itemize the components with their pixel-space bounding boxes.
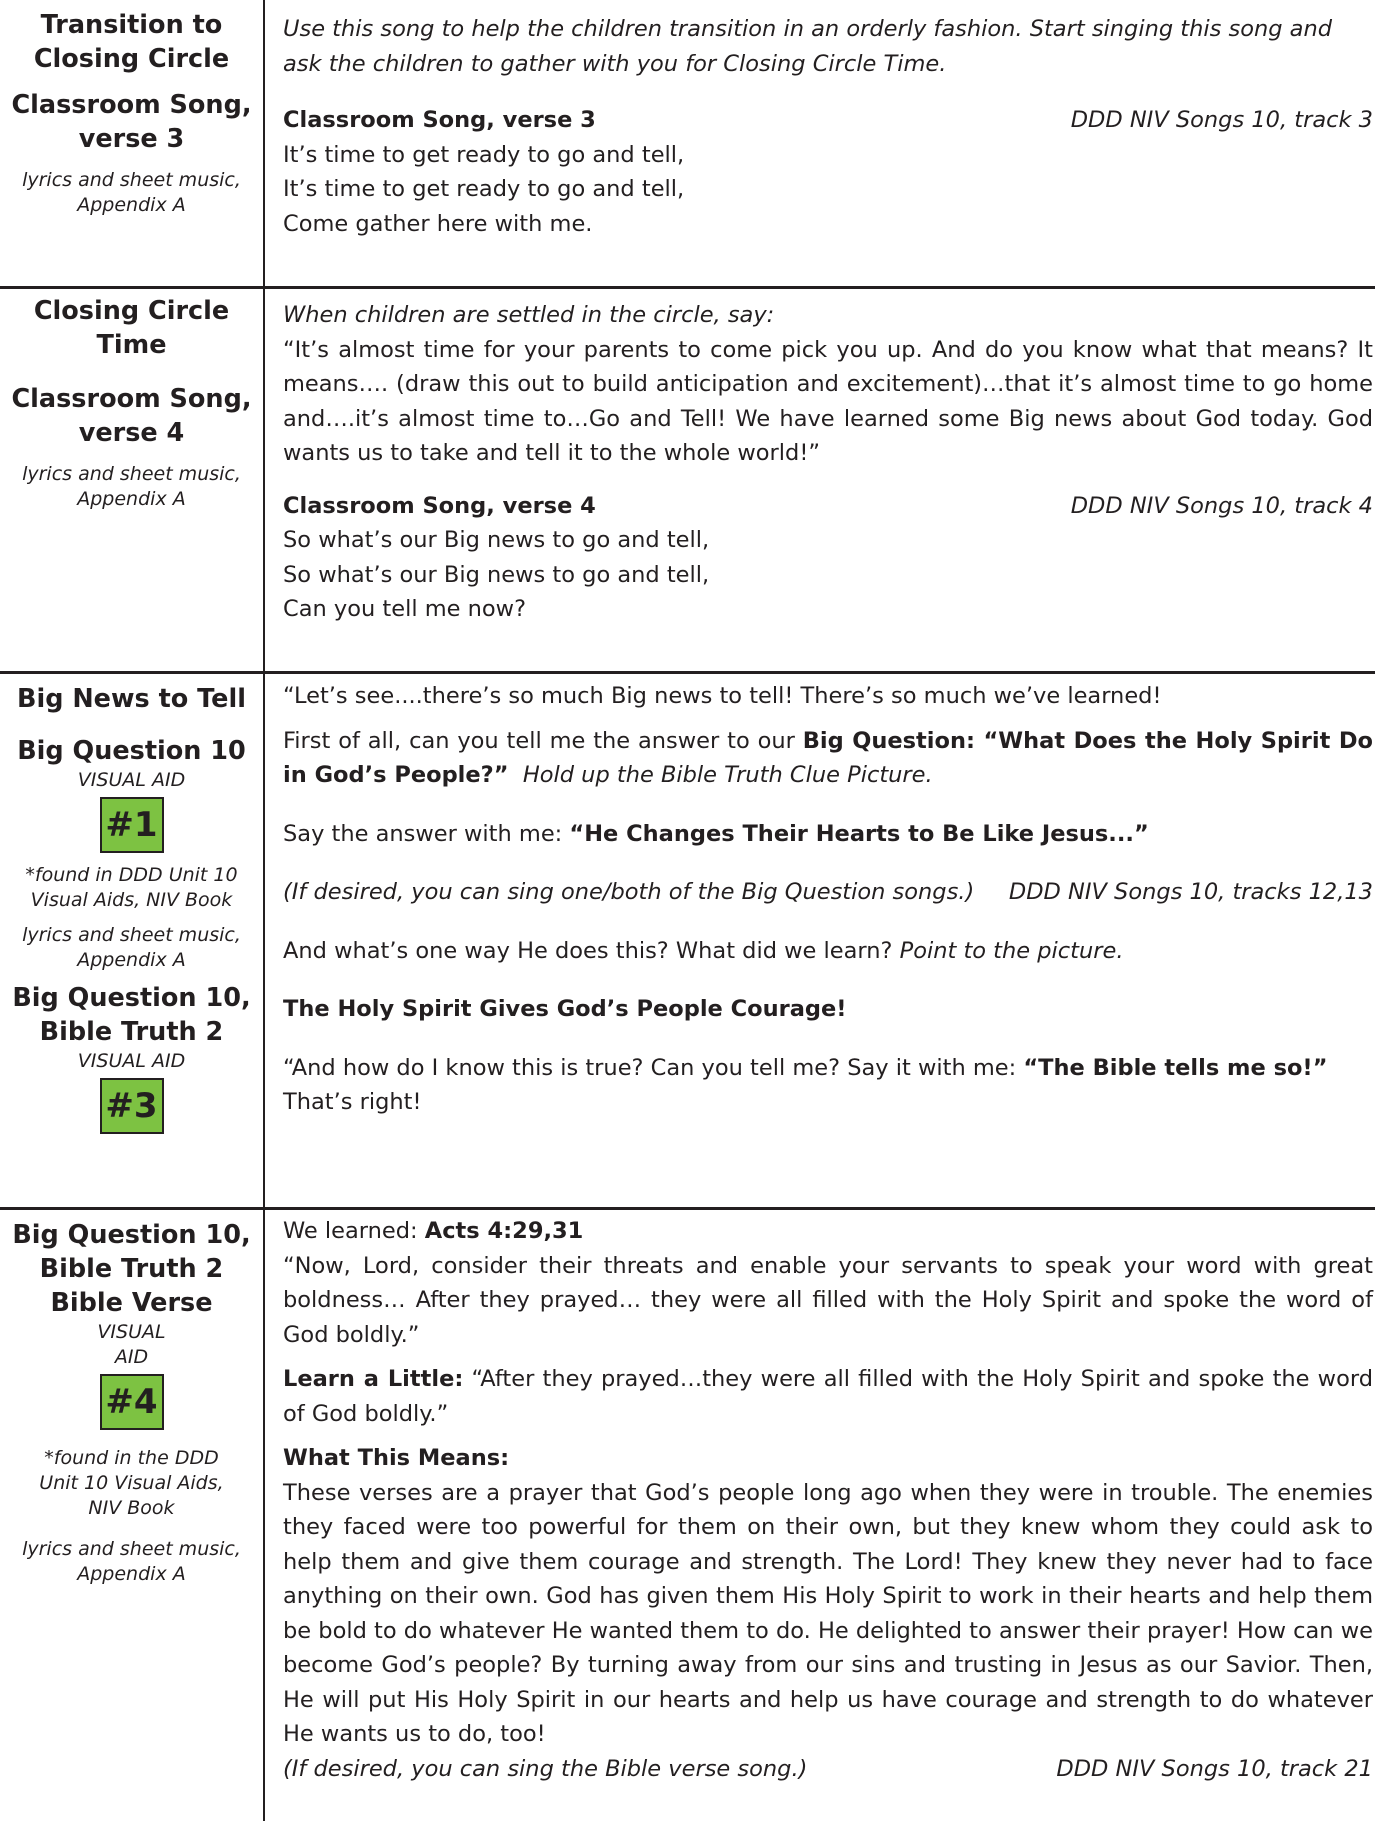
song-track: DDD NIV Songs 10, track 21: [1056, 1755, 1373, 1782]
song-track: DDD NIV Songs 10, track 3: [1070, 107, 1373, 133]
left-found-note: *found in DDD Unit 10 Visual Aids, NIV Book: [25, 864, 238, 911]
section-transition-right: [283, 12, 1373, 241]
lyric-line: So what’s our Big news to go and tell,: [283, 527, 710, 553]
left-note: lyrics and sheet music, Appendix A: [22, 1538, 241, 1585]
section-verse-left: [0, 1218, 263, 1587]
visual-aid-label: VISUAL AID: [97, 1321, 166, 1368]
section-closing-left: [0, 294, 263, 512]
song-header: [283, 489, 1373, 524]
text: First of all, can you tell me the answer to our: [283, 727, 803, 754]
song-header: [283, 103, 1373, 138]
paragraph: “Let’s see....there’s so much Big news to tell! There’s so much we’ve learned!: [283, 683, 1162, 709]
visual-aid-badge: #3: [100, 1078, 164, 1134]
instruction: Hold up the Bible Truth Clue Picture.: [522, 762, 933, 788]
verse-reference: Acts 4:29,31: [424, 1218, 584, 1244]
column-divider: [263, 0, 265, 1821]
song-title: Classroom Song, verse 3: [283, 107, 596, 133]
section-bignews-right: [283, 675, 1373, 1120]
left-bible-truth: Big Question 10, Bible Truth 2: [12, 983, 251, 1047]
left-found-note: *found in the DDD Unit 10 Visual Aids, NIV Book: [39, 1447, 224, 1519]
left-song: Classroom Song, verse 3: [11, 90, 252, 154]
paragraph: [283, 1051, 1373, 1120]
lyric-line: So what’s our Big news to go and tell,: [283, 561, 710, 588]
left-heading: Big News to Tell: [17, 684, 246, 714]
left-heading: Closing Circle Time: [33, 296, 230, 360]
verse-text: “Now, Lord, consider their threats and enable your servants to speak your word with great boldness… After they prayed… they were all filled with the Holy Spirit and spoke the word of God boldly.”: [283, 1252, 1373, 1348]
cue: When children are settled in the circle, say:: [283, 302, 775, 328]
left-heading: Big Question 10, Bible Truth 2 Bible Verse: [12, 1220, 251, 1318]
visual-aid-label: VISUAL AID: [77, 769, 186, 791]
song-note: (If desired, you can sing the Bible verse song.): [283, 1755, 808, 1782]
left-heading: Transition to Closing Circle: [33, 10, 230, 74]
text: That’s right!: [283, 1089, 422, 1115]
text: “And how do I know this is true? Can you tell me? Say it with me:: [283, 1054, 1024, 1081]
visual-aid-label: VISUAL AID: [77, 1050, 186, 1072]
label: Learn a Little:: [283, 1366, 464, 1392]
lyric-line: It’s time to get ready to go and tell,: [283, 176, 685, 202]
text: And what’s one way He does this? What did we learn?: [283, 937, 900, 964]
song-note-row: [283, 1752, 1373, 1787]
answer-text: “He Changes Their Hearts to Be Like Jesus...”: [569, 820, 1149, 847]
text: We learned:: [283, 1218, 425, 1244]
song-note: (If desired, you can sing one/both of the Big Question songs.): [283, 879, 975, 905]
what-this-means-text: These verses are a prayer that God’s people long ago when they were in trouble. The enemies they faced were too powerful for them on their own, but they knew whom they could ask to help them and give them courage and strength. The Lord! They knew they never had to face anything on their own. God has given them His Holy Spirit to work in their hearts and help them be bold to do whatever He wanted them to do. He delighted to answer their prayer! How can we become God’s people? By turning away from our sins and trusting in Jesus as our Savior. Then, He will put His Holy Spirit in our hearts and help us have courage and strength to do whatever He wants us to do, too!: [283, 1479, 1373, 1747]
section-bignews-left: [0, 682, 263, 1134]
paragraph: [283, 817, 1373, 852]
instruction: Point to the picture.: [899, 937, 1124, 964]
section-transition-left: [0, 8, 263, 218]
big-question-text: Big Question: “What Does the Holy Spirit Do in God’s People?”: [283, 727, 1374, 788]
song-title: Classroom Song, verse 4: [283, 492, 596, 519]
lyric-line: It’s time to get ready to go and tell,: [283, 141, 685, 168]
song-track: DDD NIV Songs 10, track 4: [1070, 492, 1373, 519]
paragraph: [283, 934, 1373, 969]
lyric-line: Can you tell me now?: [283, 596, 527, 622]
speech: “It’s almost time for your parents to come pick you up. And do you know what that means? It means…. (draw this out to build anticipation and excitement)…that it’s almost time to go home and….it’s almost time to…Go and Tell! We have learned some Big news about God today. God wants us to take and tell it to the whole world!”: [283, 336, 1373, 466]
left-big-question: Big Question 10: [17, 736, 246, 766]
text: Say the answer with me:: [283, 820, 570, 847]
song-track: DDD NIV Songs 10, tracks 12,13: [1008, 879, 1373, 905]
section-closing-right: [283, 298, 1373, 627]
row-divider: [0, 286, 1375, 289]
left-note: lyrics and sheet music, Appendix A: [22, 169, 241, 216]
bible-truth: The Holy Spirit Gives God’s People Courage!: [283, 996, 847, 1022]
visual-aid-badge: #4: [100, 1374, 164, 1430]
left-song: Classroom Song, verse 4: [11, 384, 252, 448]
lyric-line: Come gather here with me.: [283, 210, 593, 237]
left-note: lyrics and sheet music, Appendix A: [22, 924, 241, 971]
paragraph: [283, 724, 1373, 793]
learned-line: [283, 1214, 1373, 1249]
visual-aid-badge: #1: [100, 797, 164, 853]
instruction: Use this song to help the children transition in an orderly fashion. Start singing this song and ask the children to gather with you for Closing Circle Time.: [283, 16, 1332, 77]
row-divider: [0, 671, 1375, 674]
row-divider: [0, 1207, 1375, 1210]
text: “After they prayed…they were all filled with the Holy Spirit and spoke the word of God boldly.”: [283, 1366, 1373, 1427]
left-note: lyrics and sheet music, Appendix A: [22, 463, 241, 510]
answer-text: “The Bible tells me so!”: [1023, 1054, 1328, 1081]
section-verse-right: [283, 1214, 1373, 1786]
learn-a-little: [283, 1362, 1373, 1431]
song-note-row: [283, 875, 1373, 910]
what-this-means-title: What This Means:: [283, 1445, 510, 1471]
